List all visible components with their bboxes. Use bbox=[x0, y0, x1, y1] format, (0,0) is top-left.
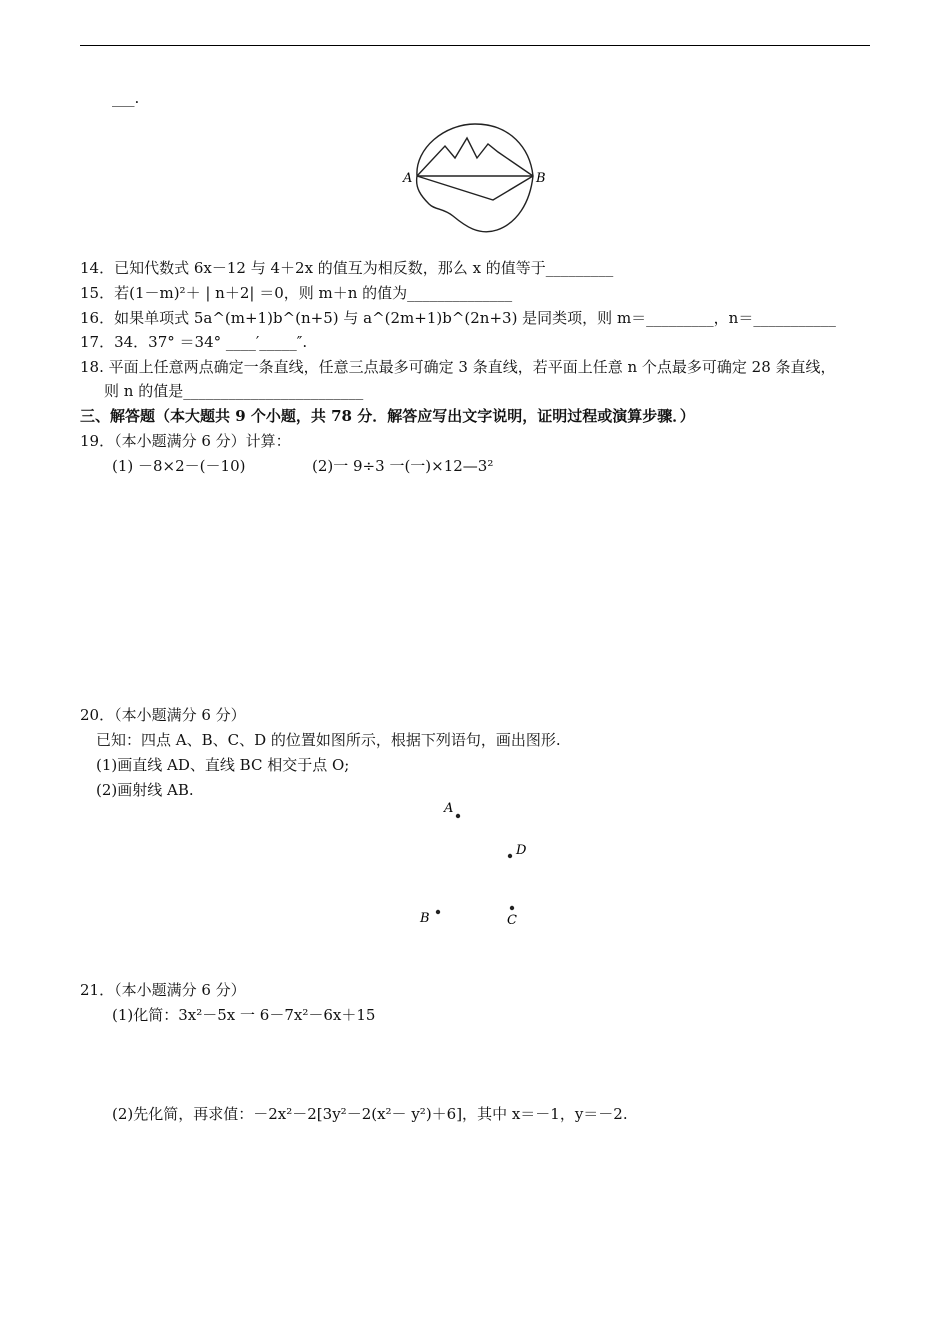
question-14: 14．已知代数式 6x－12 与 4＋2x 的值互为相反数，那么 x 的值等于_________ bbox=[80, 259, 614, 277]
header-rule bbox=[80, 45, 870, 46]
question-17: 17．34．37° ＝34° ____′_____″. bbox=[80, 333, 308, 351]
question-16: 16．如果单项式 5a^(m+1)b^(n+5) 与 a^(2m+1)b^(2n+3) 是同类项，则 m＝_________，n＝___________ bbox=[80, 309, 836, 327]
point-b-label: B bbox=[420, 911, 430, 926]
question-20-line2: (1)画直线 AD、直线 BC 相交于点 O; bbox=[96, 756, 350, 774]
question-19-part2: (2)一 9÷3 一(一)×12—3² bbox=[312, 457, 494, 475]
figure-four-points bbox=[400, 792, 550, 942]
point-c-label: C bbox=[507, 913, 517, 928]
question-18-line1: 18. 平面上任意两点确定一条直线，任意三点最多可确定 3 条直线，若平面上任意 n 个点最多可确定 28 条直线， bbox=[80, 358, 836, 376]
question-15: 15．若(1－m)²＋ | n＋2| ＝0，则 m＋n 的值为______________ bbox=[80, 284, 513, 302]
question-20-line3: (2)画射线 AB. bbox=[96, 781, 194, 799]
figure1-label-a: A bbox=[403, 171, 413, 186]
question-19-heading: 19．（本小题满分 6 分）计算： bbox=[80, 432, 291, 450]
question-18-line2: 则 n 的值是________________________ bbox=[104, 382, 364, 400]
question-21-part1: (1)化简：3x²－5x 一 6－7x²－6x＋15 bbox=[112, 1006, 376, 1024]
question-19-part1: (1) －8×2－(－10) bbox=[112, 457, 246, 475]
previous-question-blank: ___. bbox=[112, 89, 140, 107]
figure1-label-b: B bbox=[536, 171, 546, 186]
point-a-label: A bbox=[444, 801, 454, 816]
question-20-heading: 20．（本小题满分 6 分） bbox=[80, 706, 246, 724]
section-3-heading: 三、解答题（本大题共 9 个小题，共 78 分．解答应写出文字说明，证明过程或演算步骤．） bbox=[80, 407, 695, 425]
question-20-line1: 已知：四点 A、B、C、D 的位置如图所示，根据下列语句，画出图形. bbox=[96, 731, 561, 749]
question-21-heading: 21．（本小题满分 6 分） bbox=[80, 981, 246, 999]
point-d-label: D bbox=[516, 843, 527, 858]
question-21-part2: (2)先化简，再求值：－2x²－2[3y²－2(x²－ y²)＋6]，其中 x＝－1，y＝－2. bbox=[112, 1105, 628, 1123]
figure-circle-paths bbox=[395, 118, 555, 238]
